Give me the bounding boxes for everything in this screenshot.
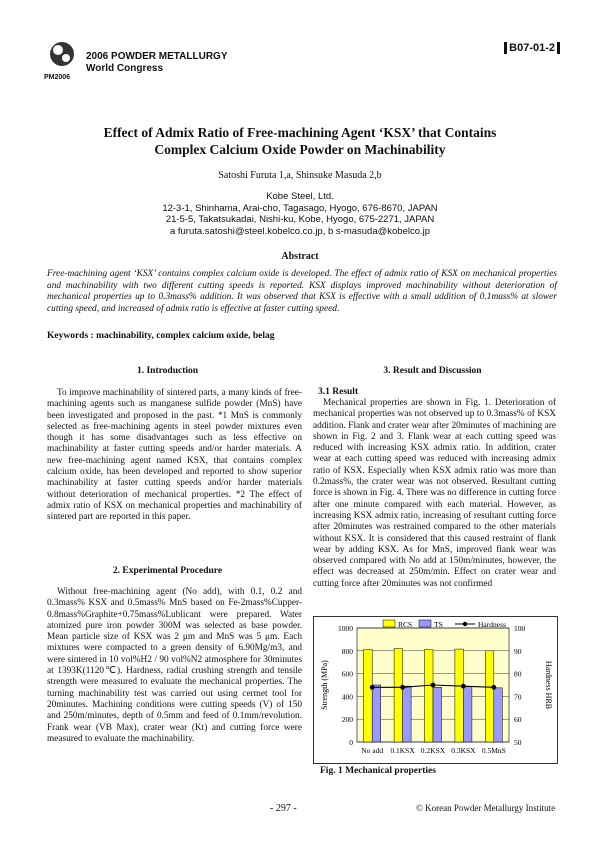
- bar-rcs: [485, 651, 494, 742]
- legend-label: TS: [434, 620, 443, 629]
- y-axis-label: Strength (MPa): [320, 660, 329, 710]
- y2-tick-label: 80: [514, 669, 522, 679]
- legend-label: RCS: [398, 620, 413, 629]
- legend-hardness-point: [463, 622, 467, 626]
- y2-tick-label: 60: [514, 715, 522, 725]
- bar-ts: [372, 685, 381, 742]
- mechanical-properties-chart: [313, 616, 558, 764]
- y-tick-label: 1000: [338, 624, 353, 633]
- y2-tick-label: 90: [514, 646, 522, 656]
- page-number: - 297 -: [270, 803, 297, 814]
- abstract-text: Free-machining agent ‘KSX’ contains complex calcium oxide is developed. The effect of admix ratio of KSX on mechanical properties and machinability with two different cutting speeds is reported. KSX displays improved machinability without deterioration of mechanical properties up to 0.3mass% addition. It was observed that KSX is effective with a small addition of 0.1mass% at slower cutting speed, and increased of admix ratio is effective at faster cutting speed.: [47, 269, 557, 314]
- conference-name: 2006 POWDER METALLURGY World Congress: [86, 51, 228, 74]
- hardness-point: [400, 685, 405, 690]
- y-tick-label: 600: [341, 669, 353, 679]
- figure-caption: Fig. 1 Mechanical properties: [320, 766, 436, 776]
- bar-rcs: [424, 650, 433, 742]
- bar-rcs: [364, 650, 373, 742]
- experimental-text: Without free-machining agent (No add), with 0.1, 0.2 and 0.3mass% KSX and 0.5mass% MnS based on Fe-2mass%Cupper-0.8mass%Graphite+0.75mass%Lublicant were prepared. Water atomized pure iron powder 300M was selected as base powder. Mean particle size of KSX was 2 μm and MnS was 5 μm. Each mixtures were compacted to a green density of 6.90Mg/m3, and were sintered in 10 vol%H2 / 90 vol%N2 atmosphere for 30minutes at 1393K(1120℃). Hardness, radial crushing strength and tensile strength were measured to evaluate the mechanical properties. The turning machinability test was carried out using cermet tool for 20minutes. Machining conditions were cutting speeds (V) of 150 and 250m/minutes, depth of 0.5mm and feed of 0.1mm/revolution. Frank wear (VB Max), crater wear (Kt) and cutting force were measured to evaluate the machinability.: [47, 587, 302, 744]
- intro-text: To improve machinability of sintered parts, a many kinds of free-machining agents such as manganese sulfide powder (MnS) have been investigated and proposed in the past. *1 MnS is commonly selected as free-machining agents in steel powder mixtures even though it has some disadvantages such as less effective on machinability at faster cutting speeds and/or harder materials. A new free-machining agent named KSX, that contains complex calcium oxide, has been developed and reported to show superior machinability at faster cutting speeds and/or harder materials without deterioration of mechanical properties. *2 The effect of admix ratio of KSX on mechanical properties and machinability of sintered part are reported in this paper.: [47, 388, 302, 523]
- authors: Satoshi Furuta 1,a, Shinsuke Masuda 2,b: [218, 170, 382, 181]
- y-tick-label: 800: [341, 646, 353, 656]
- x-tick-label: No add: [361, 746, 384, 755]
- paper-title: Effect of Admix Ratio of Free-machining Agent ‘KSX’ that Contains Complex Calcium Oxide Powder on Machinability: [103, 125, 497, 157]
- legend-swatch-ts: [419, 620, 431, 627]
- results-heading: 3. Result and Discussion: [383, 366, 482, 376]
- y-tick-label: 400: [341, 692, 353, 702]
- results-subheading: 3.1 Result: [318, 387, 359, 397]
- y2-tick-label: 100: [514, 624, 526, 633]
- keywords: Keywords : machinability, complex calcium oxide, belag: [47, 331, 275, 341]
- legend-label: Hardness: [478, 620, 506, 629]
- bar-ts: [494, 688, 503, 742]
- bar-ts: [433, 687, 442, 742]
- abstract-heading: Abstract: [281, 251, 319, 262]
- intro-heading: 1. Introduction: [136, 366, 199, 376]
- results-text: Mechanical properties are shown in Fig. 1. Deterioration of mechanical properties was not observed up to 0.3mass% of KSX addition. Flank and crater wear after 20minutes of machining are shown in Fig. 2 and 3. Flank wear at each cutting speed was reduced with increasing KSX admix ratio. In addition, crater wear at each cutting speed was reduced with increasing admix ratio of KSX. Especially when KSX admix ratio was more than 0.2mass%, the crater wear was not observed. Resultant cutting force is shown in Fig. 4. There was no difference in cutting force after one minute compared with each material. However, as increasing KSX admix ratio, increasing of resultant cutting force after 20minutes was restrained compared to the other materials without KSX. It is considered that this caused restraint of flank wear by adding KSX. As for MnS, improved flank wear was observed compared with No add at 150m/minutes, however, the effect was decreased at 250m/min. Effect on crater wear and cutting force after 20minutes was not confirmed: [313, 398, 556, 589]
- legend-swatch-rcs: [383, 620, 395, 627]
- affiliation: Kobe Steel, Ltd. 12-3-1, Shinhama, Arai-cho, Tagasago, Hyogo, 676-8670, JAPAN 21-5-5, Takatsukadai, Nishi-ku, Kobe, Hyogo, 675-2271, JAPAN a furuta.satoshi@steel.kobelco.co.jp, b s-masuda@kobelco.jp: [162, 191, 438, 237]
- x-tick-label: 0.3KSX: [451, 746, 476, 755]
- x-tick-label: 0.5MnS: [481, 746, 506, 755]
- logo-text: PM2006: [44, 74, 71, 81]
- experimental-heading: 2. Experimental Procedure: [112, 566, 223, 576]
- y2-tick-label: 50: [514, 738, 522, 747]
- hardness-point: [461, 684, 466, 689]
- y-tick-label: 0: [349, 738, 353, 747]
- copyright: © Korean Powder Metallurgy Institute: [416, 803, 556, 813]
- hardness-point: [370, 685, 375, 690]
- bar-rcs: [455, 649, 464, 742]
- hardness-point: [491, 685, 496, 690]
- bar-ts: [403, 686, 412, 742]
- hardness-point: [431, 683, 436, 688]
- bar-rcs: [394, 649, 403, 742]
- y2-tick-label: 70: [514, 692, 522, 702]
- x-tick-label: 0.2KSX: [420, 746, 446, 755]
- bar-ts: [463, 687, 472, 742]
- y2-axis-label: Hardness HRB: [544, 660, 553, 710]
- x-tick-label: 0.1KSX: [390, 746, 415, 755]
- paper-code: B07-01-2: [502, 42, 562, 54]
- y-tick-label: 200: [341, 715, 353, 725]
